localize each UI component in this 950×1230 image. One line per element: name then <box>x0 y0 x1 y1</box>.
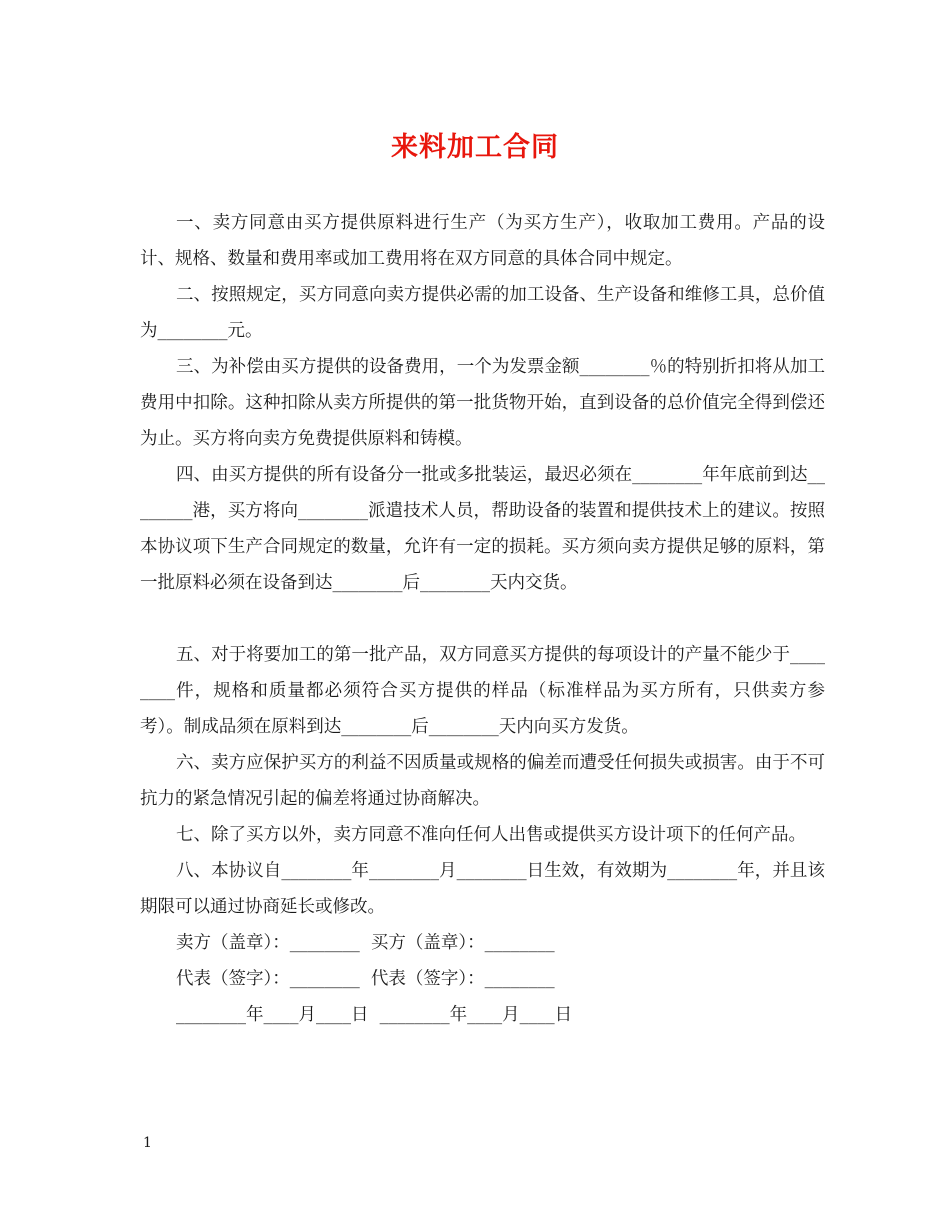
clause-1: 一、卖方同意由买方提供原料进行生产（为买方生产），收取加工费用。产品的设计、规格、数量和费用率或加工费用将在双方同意的具体合同中规定。 <box>140 213 825 269</box>
signature-line: 代表（签字）：________ 代表（签字）：________ <box>176 969 555 989</box>
paragraph-gap <box>140 601 825 637</box>
clause-3: 三、为补偿由买方提供的设备费用，一个为发票金额________％的特别折扣将从加工费用中扣除。这种扣除从卖方所提供的第一批货物开始，直到设备的总价值完全得到偿还为止。买方将向卖方免费提供原料和铸模。 <box>140 357 825 449</box>
seal-line: 卖方（盖章）：________ 买方（盖章）：________ <box>176 933 555 953</box>
clause-7: 七、除了买方以外，卖方同意不准向任何人出售或提供买方设计项下的任何产品。 <box>176 825 806 845</box>
page-number: 1 <box>143 1135 152 1151</box>
clause-2: 二、按照规定，买方同意向卖方提供必需的加工设备、生产设备和维修工具，总价值为________元。 <box>140 285 825 341</box>
document-title: 来料加工合同 <box>391 132 559 163</box>
clause-5: 五、对于将要加工的第一批产品，双方同意买方提供的每项设计的产量不能少于________件，规格和质量都必须符合买方提供的样品（标准样品为买方所有，只供卖方参考）。制成品须在原料到达________后________天内向买方发货。 <box>140 645 825 737</box>
clause-8: 八、本协议自________年________月________日生效，有效期为________年，并且该期限可以通过协商延长或修改。 <box>140 861 825 917</box>
clause-4: 四、由买方提供的所有设备分一批或多批装运，最迟必须在________年年底前到达________港，买方将向________派遣技术人员，帮助设备的装置和提供技术上的建议。按照本协议项下生产合同规定的数量，允许有一定的损耗。买方须向卖方提供足够的原料，第一批原料必须在设备到达________后________天内交货。 <box>140 465 825 593</box>
clause-6: 六、卖方应保护买方的利益不因质量或规格的偏差而遭受任何损失或损害。由于不可抗力的紧急情况引起的偏差将通过协商解决。 <box>140 753 825 809</box>
contract-body <box>140 205 825 1033</box>
date-line: ________年____月____日 ________年____月____日 <box>176 1005 573 1025</box>
